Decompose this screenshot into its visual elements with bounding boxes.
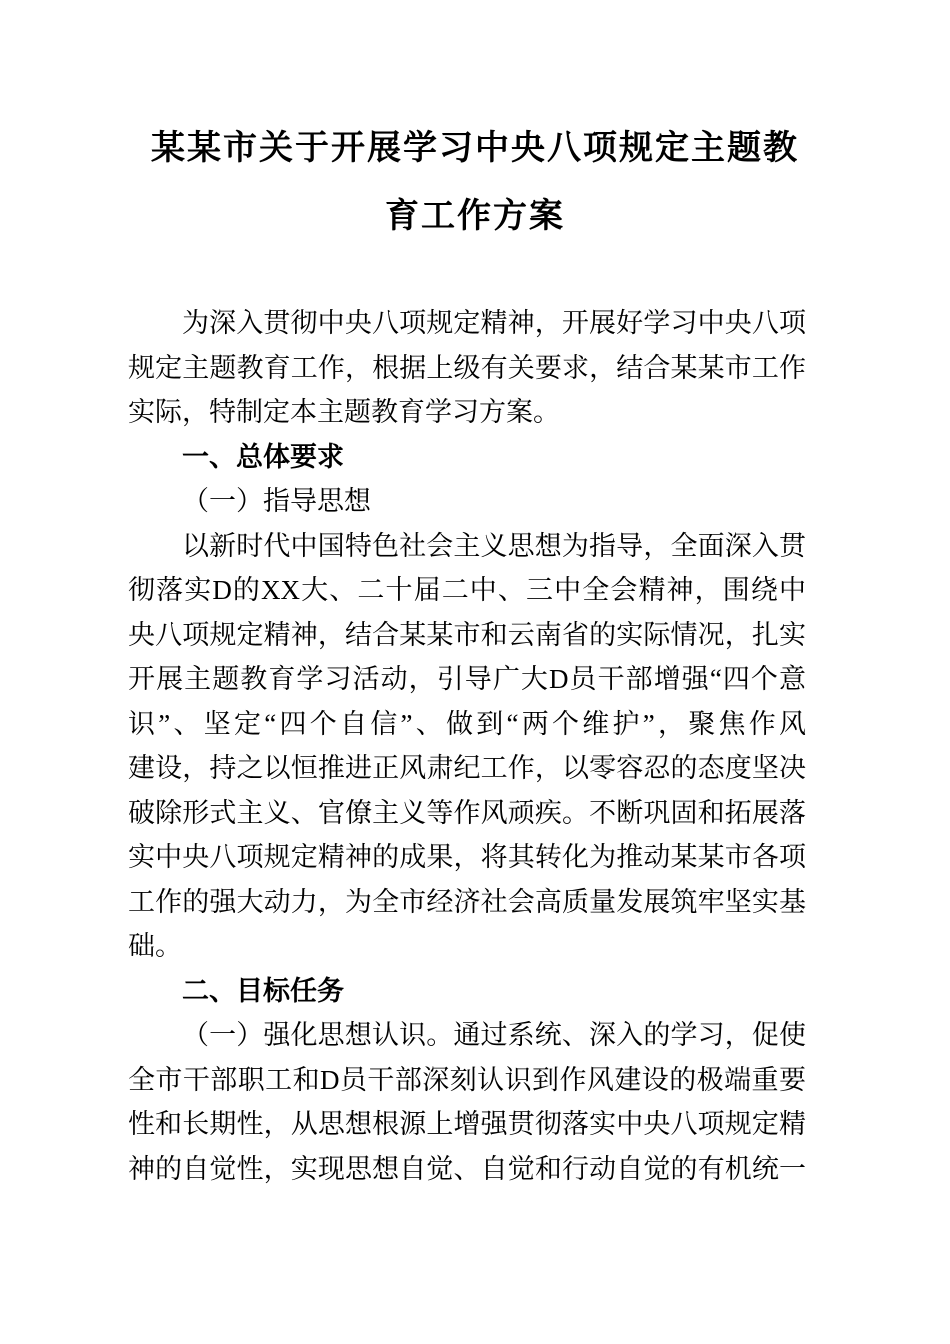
body-line: 识”、坚定“四个自信”、做到“两个维护”，聚焦作风 — [128, 708, 806, 739]
body-line: 性和长期性，从思想根源上增强贯彻落实中央八项规定精 — [128, 1109, 806, 1139]
body-line: （一）强化思想认识。通过系统、深入的学习，促使 — [182, 1020, 806, 1050]
body-line: 神的自觉性，实现思想自觉、自觉和行动自觉的有机统一 — [128, 1153, 806, 1184]
body-line: 为深入贯彻中央八项规定精神，开展好学习中央八项 — [182, 308, 806, 338]
body-line: 彻落实D的XX大、二十届二中、三中全会精神，围绕中 — [128, 575, 806, 605]
title-line-1: 某某市关于开展学习中央八项规定主题教 — [151, 130, 799, 167]
body-line: 实际，特制定本主题教育学习方案。 — [128, 397, 560, 427]
document-title — [0, 115, 950, 251]
body-line: 础。 — [128, 931, 182, 961]
body-line: 开展主题教育学习活动，引导广大D员干部增强“四个意 — [128, 664, 806, 694]
body-line: 央八项规定精神，结合某某市和云南省的实际情况，扎实 — [128, 619, 806, 650]
body-line: 规定主题教育工作，根据上级有关要求，结合某某市工作 — [128, 352, 806, 383]
document-body — [128, 301, 806, 1191]
body-line: 工作的强大动力，为全市经济社会高质量发展筑牢坚实基 — [128, 886, 806, 917]
body-line: 破除形式主义、官僚主义等作风顽疾。不断巩固和拓展落 — [128, 797, 806, 828]
body-line: 全市干部职工和D员干部深刻认识到作风建设的极端重要 — [128, 1064, 806, 1095]
section-heading: 二、目标任务 — [182, 975, 344, 1006]
subsection-heading: （一）指导思想 — [182, 486, 371, 516]
title-line-2: 育工作方案 — [385, 198, 565, 235]
section-heading: 一、总体要求 — [182, 441, 344, 472]
body-line: 以新时代中国特色社会主义思想为指导，全面深入贯 — [182, 530, 806, 561]
body-line: 建设，持之以恒推进正风肃纪工作，以零容忍的态度坚决 — [128, 753, 806, 783]
body-line: 实中央八项规定精神的成果，将其转化为推动某某市各项 — [128, 842, 806, 872]
